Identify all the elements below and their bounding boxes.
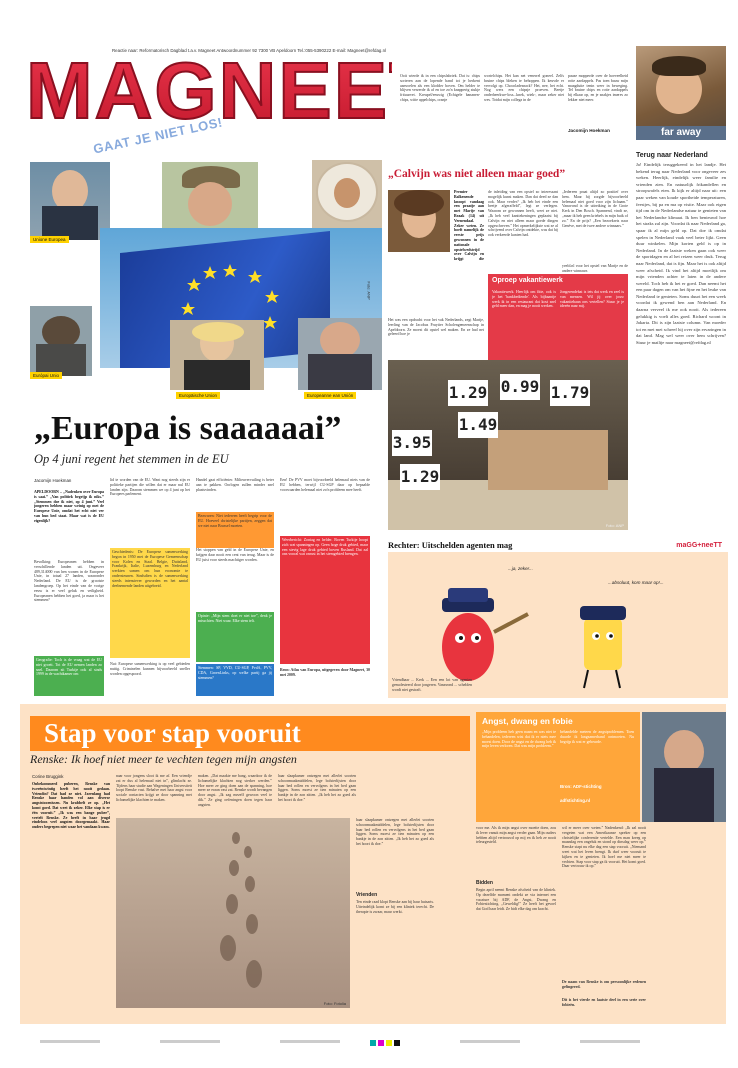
- oproep-right: Jongerendebat is iets dat werk en zeel is van mensen. Wil jij over jouw vakantiebaan ons vertellen? Stuur je je ideeën naar mij.: [560, 290, 624, 309]
- europa-stemmen: Stemmen: SP, VVD, CU-SGP, PvdA, PVV, CDA, GroenLinks, op welke partij ga jij stemmen?: [196, 664, 274, 696]
- eu-label-bottom-mid: Europäische Union: [176, 392, 220, 399]
- eu-photo-bottomleft: [30, 306, 92, 376]
- stap-col1: Onbekommerd puberen, Renske van tweeëntwintig heeft het nooit gedaan. Vriendin? Dat had ze niet. Jarenlang had Renske haar handen vol aan diverse angststoornissen. Nu krabbelt ze op. „Het komt goed. Dat weet ik zeker. Elke stap is er één vooruit.” „Ik was een bange puber”, vertelt Renske. Ze heeft in haar jeugd eindeloos veel angsten doorgemaakt. Haar ouders begrepen niet waar het vandaan kwam.: [32, 782, 110, 830]
- price-tag-5: 3.95: [392, 430, 432, 456]
- rechter-speech-1: ...ja, zeker...: [508, 566, 533, 571]
- far-away-label: far away: [636, 126, 726, 140]
- stap-headline: Stap voor stap vooruit: [30, 716, 470, 751]
- price-tag-2: 0.99: [500, 374, 540, 400]
- europa-intro: APELDOORN – „Nadenken over Europa is saai.” „Van politiek begrijp ik niks.” „Stemmen doe ik niet, op 4 juni.” Veel jongeren hebben maar weinig op met de Europese Unie, omdat het echt niet ver van hun bed staat. Maar wat is de EU eigenlijk?: [34, 490, 104, 523]
- eu-photo-bottommid: [170, 320, 264, 390]
- price-photo: [388, 360, 628, 530]
- price-tag-4: 1.49: [458, 412, 498, 438]
- eu-label-top-left: Unione Europea: [30, 236, 69, 243]
- oproep-title: Oproep vakantiewerk: [492, 277, 563, 284]
- europa-bevolking: Bevolking: Europeanen hebben in verschillende landen uit. Ongeveer 489,314000 van hen wonen in de Europese Unie, in totaal 27 landen, waaronder Nederland. De EU is de grootste landengroep. Op het einde van de vorige eeuw is er veel geluk en veiligheid. Europeanen hebben het goed, ja maar is het stemmen?: [34, 560, 104, 603]
- masthead: [20, 40, 392, 160]
- eu-photo-bottomright: [298, 318, 382, 390]
- stap-author: Corine Bruggink: [32, 774, 64, 779]
- stap-col3: maken. „Dat maakte me bang, waardoor ik de lichamelijke klachten nog sterker werden.” Hoe meer ze ging doen aan de spanning, hoe meer ze eraan vast zat. Renske wordt bevangen door angst. „Ik zag mezelf gewoon veel te dik.” Ze ging oefeningen doen tegen haar angsten.: [198, 774, 272, 807]
- angst-left: „Mijn probleem heb geen naam en was niet te behandelen, iedereen wist dat ik er niets mee moest doen. Door de angst en de dwang heb ik mijn leven verloren. Dat was mijn probleem.”: [482, 730, 556, 749]
- europa-geschiedenis: Geschiedenis: De Europese samenwerking begon in 1950 met de Europese Gemeenschap voor Kolen en Staal. Belgie, Duitsland, Frankrijk, Italie, Luxemburg en Nederland werkten samen om hun economie te ondersteunen. Sindsdien is de samenwerking steeds intensiever geworden en het aantal deelnemende landen uitgebreid.: [110, 548, 190, 658]
- svg-text:MAGNEET: MAGNEE: [26, 46, 390, 135]
- stap-bidden: Begin april neemt Renske afscheid van de kliniek. Op dezelfde moment ondekt ze via internet een vacature bij ADF, de Angst, Dwang en Fobiestichting. „Geweldig!” Ze heeft het gevoel dat God haar leidt. Ze bidt elke dag om kracht.: [476, 888, 556, 912]
- stap-right-note: De naam van Renske is om persoonlijke redenen gefingeerd.: [562, 980, 646, 989]
- price-tag-6: 1.29: [400, 464, 440, 490]
- europa-col4a: Een! De PVV moet bijvoorbeeld helemaal niets van de EU hebben, terwijl CU-SGP daar op bepaalde voorwaarden helemaal niet zo'n probleem mee heeft.: [280, 478, 370, 492]
- stap-col2: naar voor jongens sloot ik me af. Een vriendje zat er dus al helemaal niet in”, glimlacht ze. Tijdens haar studie aan Wageningen Universiteit loopt Renske vast. Behalve met haar angst voor sociale contacten krijgt ze door spanning met lichamelijke klachten te maken.: [116, 774, 192, 802]
- rechter-speech-2: ...absoluut, kom maar op!...: [608, 580, 664, 585]
- europa-bezwaren: Bezwaren: Niet iedereen heeft begrip voor de EU. Hoeveel christelijke partijen, zeggen dat we niet naar Brussel moeten.: [196, 512, 274, 548]
- print-marks: [40, 1040, 700, 1046]
- stap-subhead: Renske: Ik hoef niet meer te vechten tegen mijn angsten: [30, 752, 297, 766]
- rechter-section: [388, 540, 728, 700]
- flag-photo-credit: Foto: ANP: [366, 281, 372, 300]
- rechter-badge: maGG+neeTT: [676, 542, 722, 549]
- calvijn-col3: „Iedereen praat altijd zo positief over hem. Maar hij zorgde bijvoorbeeld helemaal niet goed voor zijn lichaam.” Vanavond is de uitreiking in de Grote Kerk in Den Bosch. Spannend, vindt ze, „maar ik heb geen kriebels in mijn buik of zo.” En de prijs? „Een bezoekreis naar Genève, met de twee andere winnaars.”: [562, 190, 628, 228]
- calvijn-col2: de inleiding van een opstel zo interessant mogelijk kunst maken. Dan dat deed ze dan ook. Maar verder? „Ik heb het einde een beetje afgeraffeld”, legt ze verlegen. Waarom ze gewonnen heeft, weet ze niet. „Ik heb veel kanttekeningen geplaatst bij Calvijn en niet alleen maar goede dingen opgeschreven.” Het opmerkelijkste wat ze al schrijvend over Calvijn ontdekte, was dat hij ook verkeerde kanten had.: [488, 190, 558, 238]
- magneet-logo: [20, 40, 392, 160]
- stap-vrienden-title: Vrienden: [356, 892, 378, 898]
- europa-bron: Bron: Atlas van Europa, uitgegeven door Magneet, 30 mei 2009.: [280, 668, 370, 677]
- stap-col4-cont: haar slaapkamer ontzegen met allerlei soorten schoonmaakmiddelen, lege bolsterlijsten door haar bed rollen en vervolgens in het bed gaan liggen. Soms moest ze tien minuten op een bankje in de zon zitten. „Ik heb het zo goed als het hoort ik doe.”: [356, 818, 434, 846]
- calvijn-headline: „Calvijn was niet alleen maar goed”: [388, 168, 566, 180]
- europa-col2a: lid te worden van de EU. Want nog steeds zijn er politieke partijen die willen dat er maar nul EU landen zijn. Daarom stemmen we op 4 juni op het Europees parlement.: [110, 478, 190, 497]
- top-column-3: pauze mopperde over de hoeveelheid rotte aardappels. Pas toen bauw mijn maagdutte tenin weer in beweging. Tel bruine chips en rotte aardappels bij elkaar op, en je snakjes imeres zo lekker niet meer.: [568, 74, 628, 102]
- footprints-photo: [116, 818, 350, 1008]
- angst-right: behandelde meteen de angstproblemen. Toen duurde ik langzamerhand ontmoeten. Nu begrijp ik wat er gebeurde.: [560, 730, 634, 744]
- eu-label-bottom-left: Európai Unio: [30, 372, 62, 379]
- europa-headline: „Europa is saaaaaai”: [34, 410, 342, 447]
- europa-opinie: Opinie: „Mijn stem doet er niet toe”, denk je misschien. Niet waar. Elke stem telt.: [196, 612, 274, 662]
- stap-col4: haar slaapkamer ontzegen met allerlei soorten schoonmaakmiddelen, lege bolsterlijsten door haar bed rollen en vervolgens in het bed gaan liggen. Soms moest ze tien minuten op een bankje in de zon zitten. „Ik heb het zo goed als het hoort ik doe.”: [278, 774, 356, 802]
- europa-author: Jacomijn Hoekman: [34, 478, 72, 483]
- calvijn-intro-top: Premier Balkenende knoopt vandaag een praatje aan met Marije van Braak (14) uit Veenendaal. Zeker weten. Ze hoeft namelijk de eerste prijs gewonnen in de nationale opstelwedstrijd over Calvijn en krijgt die: [454, 190, 484, 262]
- angst-title: Angst, dwang en fobie: [482, 716, 573, 726]
- calvijn-col1b: Het was een opdracht voor het vak Nederlands, zegt Marije, leerling van de Jacobus Fruytier Scholengemeenschap in Apeldoorn. Ze moest dit opstel wel maken. En ze had net geleerd hoe je: [388, 318, 484, 337]
- rechter-body: Vriendbaar ... Kerk ... Een een lot van agenten gemolesteerd door jongeren. Vanavond ... schelden wordt niet gestraft.: [392, 678, 472, 692]
- top-column-1: Ooit wierde ik in een chipsfabriek. Dat is: chips sorteren aan de lopende band tot je herkent aanvoelen als een klodder boven. Om helder te blijven verzerde ik af en toe zo'n knapperig stukje frituurvet. Kreupel/eeuwig (Echtgele bananen-chips, witte appelchips, oranje: [400, 74, 480, 102]
- stap-right-col1: voor me. Als ik mijn angst over moeite doen, zou ik lever vanuit mijn angst verder gaan. Mijn ouders hebben altijd vertrouwd op mij en ik heb ze nooit teleurgesteld.: [476, 826, 556, 845]
- top-column-author: Jacomijn Hoekman: [568, 128, 610, 133]
- price-tag-1: 1.29: [448, 380, 488, 406]
- rechter-cartoon: [388, 552, 728, 698]
- stap-photo-credit: Foto: Fotolia: [323, 1001, 346, 1006]
- stap-right-footer: Dit is het vierde en laatste deel in een serie over fobieën.: [562, 998, 646, 1007]
- europa-geografie: Geografie: Toch is de vraag wat de EU niet groeit. Tot de EU nemen landen zo snel. Daarom zit Turkije ook al sinds 1999 in de wachtkamer om: [34, 656, 104, 696]
- europa-col3b: Het stoppen van geld in de Europese Unie, en krijgen daar nooit een cent van terug. Maar is de EU juist voor steeds machtiger worden.: [196, 548, 274, 562]
- europa-subhead: Op 4 juni regent het stemmen in de EU: [34, 452, 229, 466]
- europa-handel: Handel gaat efficiënter. Milieuvervuiling is beter aan te pakken. Oorlogen zullen minder snel plaatsvinden.: [196, 478, 274, 492]
- top-column-2: wortelchips. Het kan net venerrel goneel. Zelfs bruine chips bleken te behoppen. Ik keuvde er vervolgt op. Chocoladesnack? Het, nee, het echt. Nog wers een chipsje proeven. Beetje onderheerkwe-loss...knek, wiek-, maar zeker niet wes. Totdat mijn collega in de: [484, 74, 564, 102]
- masthead-info: Reactie naar: Reformatorisch Dagblad t.a.v. Magneet Antwoordnummer 92 7300 VB Apeldoorn Tel.:055-5390222 E-mail: Magneet@refdag.nl: [112, 48, 386, 53]
- rechter-title: Rechter: Uitschelden agenten mag: [388, 540, 513, 550]
- oproep-box: [488, 274, 628, 360]
- angst-photo: [642, 712, 726, 822]
- angst-link[interactable]: adfstichting.nl: [560, 798, 591, 803]
- stap-bidden-title: Bidden: [476, 880, 493, 886]
- far-away-photo: [636, 46, 726, 132]
- stap-right-col2: wil er meer over weten.” Nadenkend: „Ik zal nooit vergeten wat een Amerikaanse spreker op een christelijke conferentie vertelde. Een man kreeg op maandag een ongeluk en stond op dinsdag weer op.” Renske stapt nu elke dag een stap vooruit. „Niemand weet wat het leven brengt. Ik durf weer vooruit te kijken en te genieten. Ik hoef me niet meer te vechten. Stap voor stap ga ik vooruit. Het komt goed. Daar vertrouw ik op.”: [562, 826, 646, 869]
- price-photo-credit: Foto: ANP: [605, 523, 624, 528]
- calvijn-photo: [388, 190, 450, 252]
- far-away-body: Ja! Eindelijk teruggekeerd in het landje. Het bekend terug naar Nederland voor ongeveer zes weken. Heerlijk, eindelijk weer familie en vrienden zien. En natuurlijk frikandellen en stroopwafels eten. Ik kijk er altijd naar uit: een paar weken van koude sportheide temperaturen, feestjes, bij pa en ma op visite. Maar ook eigen tijd om in de Nederlandse natuur te genieten van het Nederlandse klimaat. Ik ben benieuwd hoe het straks zal zijn. Voordat ik naar Nederland ga, spaar ik al mijn geld op. Dat doe ik omdat spelen in Nederland vaak veel beter lijkt. Geen duur winkelen. Mijn korten geld is op in Nederland. In de laatste weken gaan ook weer de sportdagen en al het reizen weer druk. Terug naar Nederland, dat is fijn. Maar het is ook altijd weer afscheid. Ik vind het altijd moeilijk om mijn vrienden achter te laten in de andere wereld. Toch heb ik het er goed. Dan neemt het een paar dagen om van het fijne en het leuke van Nederland te genieten. Soms duurt het een week voordat ik gewend ben aan Nederland. En daarna verveel ik me ook nooit. Als iedereen gelukkig is voelt alles goed. Richard woont in Jakarta. Dit is zijn laatste column. Van moeder tot en met mei schreef hij over zijn ervaringen in dat land. Mag wel weer over hem schrijven? Stuur je mailtje naar magneet@refdag.nl: [636, 162, 726, 346]
- europa-nut: Nut: Europese samenwerking is op veel gebieden nuttig. Criminelen kunnen bijvoorbeeld sneller worden opgespoord.: [110, 662, 190, 676]
- price-tag-3: 1.79: [550, 380, 590, 406]
- calvijn-note: yeeld.nl voor het opstel van Marije en de andere winnaars: [562, 264, 628, 273]
- eu-label-bottom-right: Europeanne ean Unión: [304, 392, 356, 399]
- stap-vrienden: Ten einde raad klopt Renske aan bij haar huisarts. Uiteindelijk komt ze bij een kliniek terecht. De therapie is zwaar, maar werkt.: [356, 900, 434, 914]
- masthead-tagline: GAAT JE NIET LOS!: [91, 114, 224, 157]
- europa-weerbericht: Weerbericht: Zoniag en helder. Boven Turkije hoopt zich wat spanningen op. Geen hoge druk gebied, maar een stevig lage druk gebied boven Rusland. Dat zal ons vooral wat onrust in het stemgebied brengen.: [280, 536, 370, 664]
- oproep-left: Vakantiewerk. Heerlijk om fitte, ook is je het 'bankbediende'. Als bijbaantje werk ik in een restaurant dat kost snel geld meer dan, en mag je nooit werken.: [492, 290, 556, 309]
- eu-photo-topleft: [30, 162, 110, 240]
- rechter-cartoon-drawing: [388, 552, 728, 698]
- angst-source: Bron: ADF-stichting: [560, 784, 602, 789]
- angst-box: [476, 712, 640, 822]
- far-away-title: Terug naar Nederland: [636, 152, 708, 159]
